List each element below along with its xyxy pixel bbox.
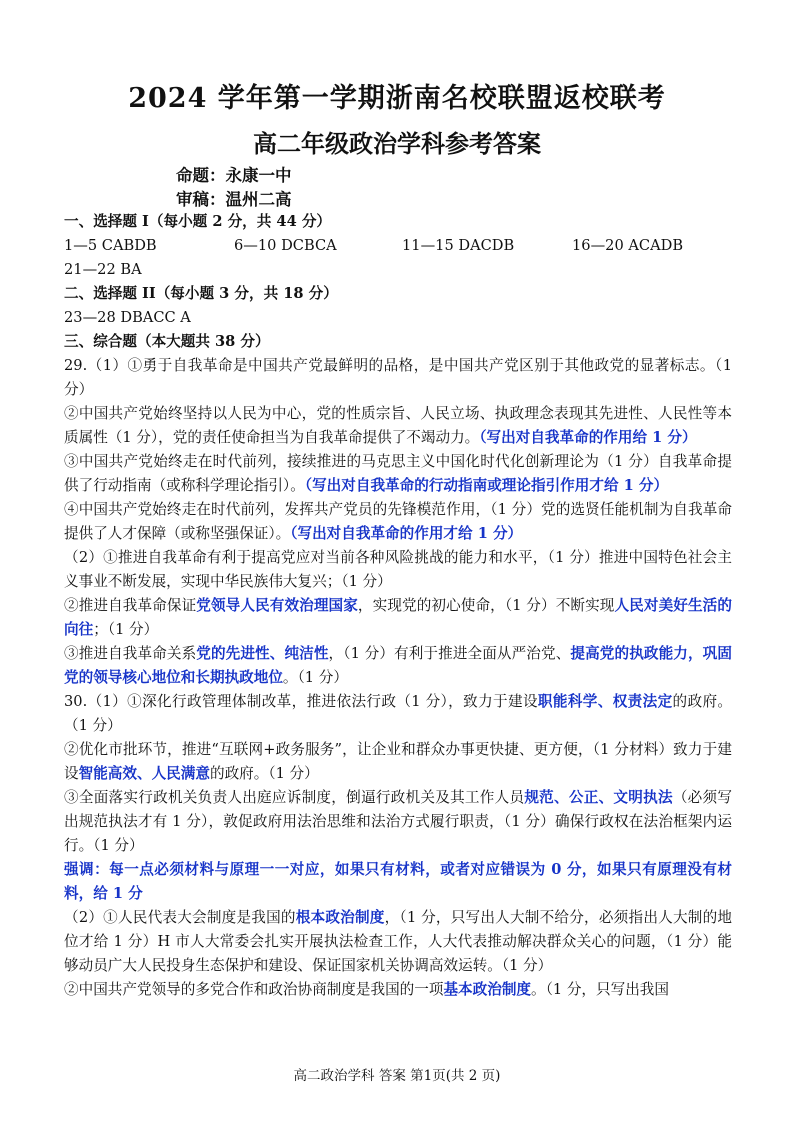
section-heading-choice-1: 一、选择题 I（每小题 2 分，共 44 分）	[64, 213, 332, 230]
key-phrase: 智能高效、人民满意	[78, 765, 210, 782]
section-heading-choice-2: 二、选择题 II（每小题 3 分，共 18 分）	[64, 285, 338, 302]
answer-content	[64, 210, 732, 1002]
answer-group: 23—28 DBACC A	[64, 309, 191, 326]
answer-group: 6—10 DCBCA	[234, 237, 337, 254]
q29-1-point-2: ②中国共产党始终坚持以人民为中心，党的性质宗旨、人民立场、执政理念表现其先进性、人民性等本质属性（1 分），党的责任使命担当为自我革命提供了不竭动力。（写出对自我革命的作用给 1 分）	[64, 405, 732, 446]
key-phrase: 党的先进性、纯洁性	[196, 645, 329, 662]
q30-2-point-2: ②中国共产党领导的多党合作和政治协商制度是我国的一项基本政治制度。（1 分，只写出我国	[64, 981, 669, 998]
q30-1-point-3: ③全面落实行政机关负责人出庭应诉制度，倒逼行政机关及其工作人员规范、公正、文明执法（必须写出规范执法才有 1 分），敦促政府用法治思维和法治方式履行职责，（1 分）确保行政权在法治框架内运行。（1 分）	[64, 789, 732, 854]
q30-1-point-2: ②优化市批环节，推进“互联网+政务服务”，让企业和群众办事更快捷、更方便，（1 分材料）致力于建设智能高效、人民满意的政府。（1 分）	[64, 741, 732, 782]
q29-1-point-4: ④中国共产党始终走在时代前列，发挥共产党员的先锋模范作用，（1 分）党的选贤任能机制为自我革命提供了人才保障（或称坚强保证）。（写出对自我革命的作用才给 1 分）	[64, 501, 732, 542]
grading-emphasis-note: 强调：每一点必须材料与原理一一对应，如果只有材料，或者对应错误为 0 分，如果只有原理没有材料，给 1 分	[64, 861, 732, 902]
q29-2-point-2: ②推进自我革命保证党领导人民有效治理国家，实现党的初心使命，（1 分）不断实现人民对美好生活的向往；（1 分）	[64, 597, 732, 638]
q30-2-point-1: （2）①人民代表大会制度是我国的根本政治制度，（1 分，只写出人大制不给分，必须指出人大制的地位才给 1 分）H 市人大常委会扎实开展执法检查工作，人大代表推动解决群众关心的问题，（1 分）能够动员广大人民投身生态保护和建设、保证国家机关协调高效运转。（1 分）	[64, 909, 732, 974]
key-phrase: 提高党的执政能力，巩固党的领导核心地位和长期执政地位	[64, 645, 732, 686]
key-phrase: 职能科学、权责法定	[537, 693, 673, 710]
answer-group: 1—5 CABDB	[64, 237, 157, 254]
q29-1-point-1: 29.（1）①勇于自我革命是中国共产党最鲜明的品格，是中国共产党区别于其他政党的显著标志。（1 分）	[64, 357, 732, 398]
answer-row-3	[64, 306, 732, 330]
answer-row-1	[64, 234, 732, 258]
answer-group: 21—22 BA	[64, 261, 142, 278]
key-phrase: 人民对美好生活的向往	[64, 597, 732, 638]
key-phrase: 根本政治制度	[295, 909, 385, 926]
q29-2-point-1: （2）①推进自我革命有利于提高党应对当前各种风险挑战的能力和水平，（1 分）推进中国特色社会主义事业不断发展，实现中华民族伟大复兴；（1 分）	[64, 549, 732, 590]
grading-note: （写出对自我革命的作用给 1 分）	[479, 429, 697, 446]
document-title: 2024 学年第一学期浙南名校联盟返校联考	[128, 83, 666, 114]
key-phrase: 规范、公正、文明执法	[524, 789, 673, 806]
key-phrase: 党领导人民有效治理国家	[196, 597, 358, 614]
grading-note: （写出对自我革命的行动指南或理论指引作用才给 1 分）	[304, 477, 669, 494]
page-footer: 高二政治学科 答案 第1页(共 2 页)	[293, 1068, 501, 1084]
key-phrase: 基本政治制度	[443, 981, 532, 998]
answer-row-2	[64, 258, 732, 282]
document-subtitle: 高二年级政治学科参考答案	[253, 129, 541, 158]
grading-note: （写出对自我革命的作用才给 1 分）	[290, 525, 523, 542]
q29-1-point-3: ③中国共产党始终走在时代前列，接续推进的马克思主义中国化时代化创新理论为（1 分）自我革命提供了行动指南（或称科学理论指引）。（写出对自我革命的行动指南或理论指引作用才给 1 分）	[64, 453, 732, 494]
author-line: 命题：永康一中	[176, 166, 292, 185]
answer-group: 16—20 ACADB	[572, 237, 684, 254]
q30-1-point-1: 30.（1）①深化行政管理体制改革，推进依法行政（1 分），致力于建设职能科学、权责法定的政府。（1 分）	[64, 693, 732, 734]
q29-2-point-3: ③推进自我革命关系党的先进性、纯洁性，（1 分）有利于推进全面从严治党、提高党的执政能力，巩固党的领导核心地位和长期执政地位。（1 分）	[64, 645, 732, 686]
answer-group: 11—15 DACDB	[402, 237, 515, 254]
section-heading-comprehensive: 三、综合题（本大题共 38 分）	[64, 333, 270, 350]
reviewer-line: 审稿：温州二高	[176, 190, 292, 209]
